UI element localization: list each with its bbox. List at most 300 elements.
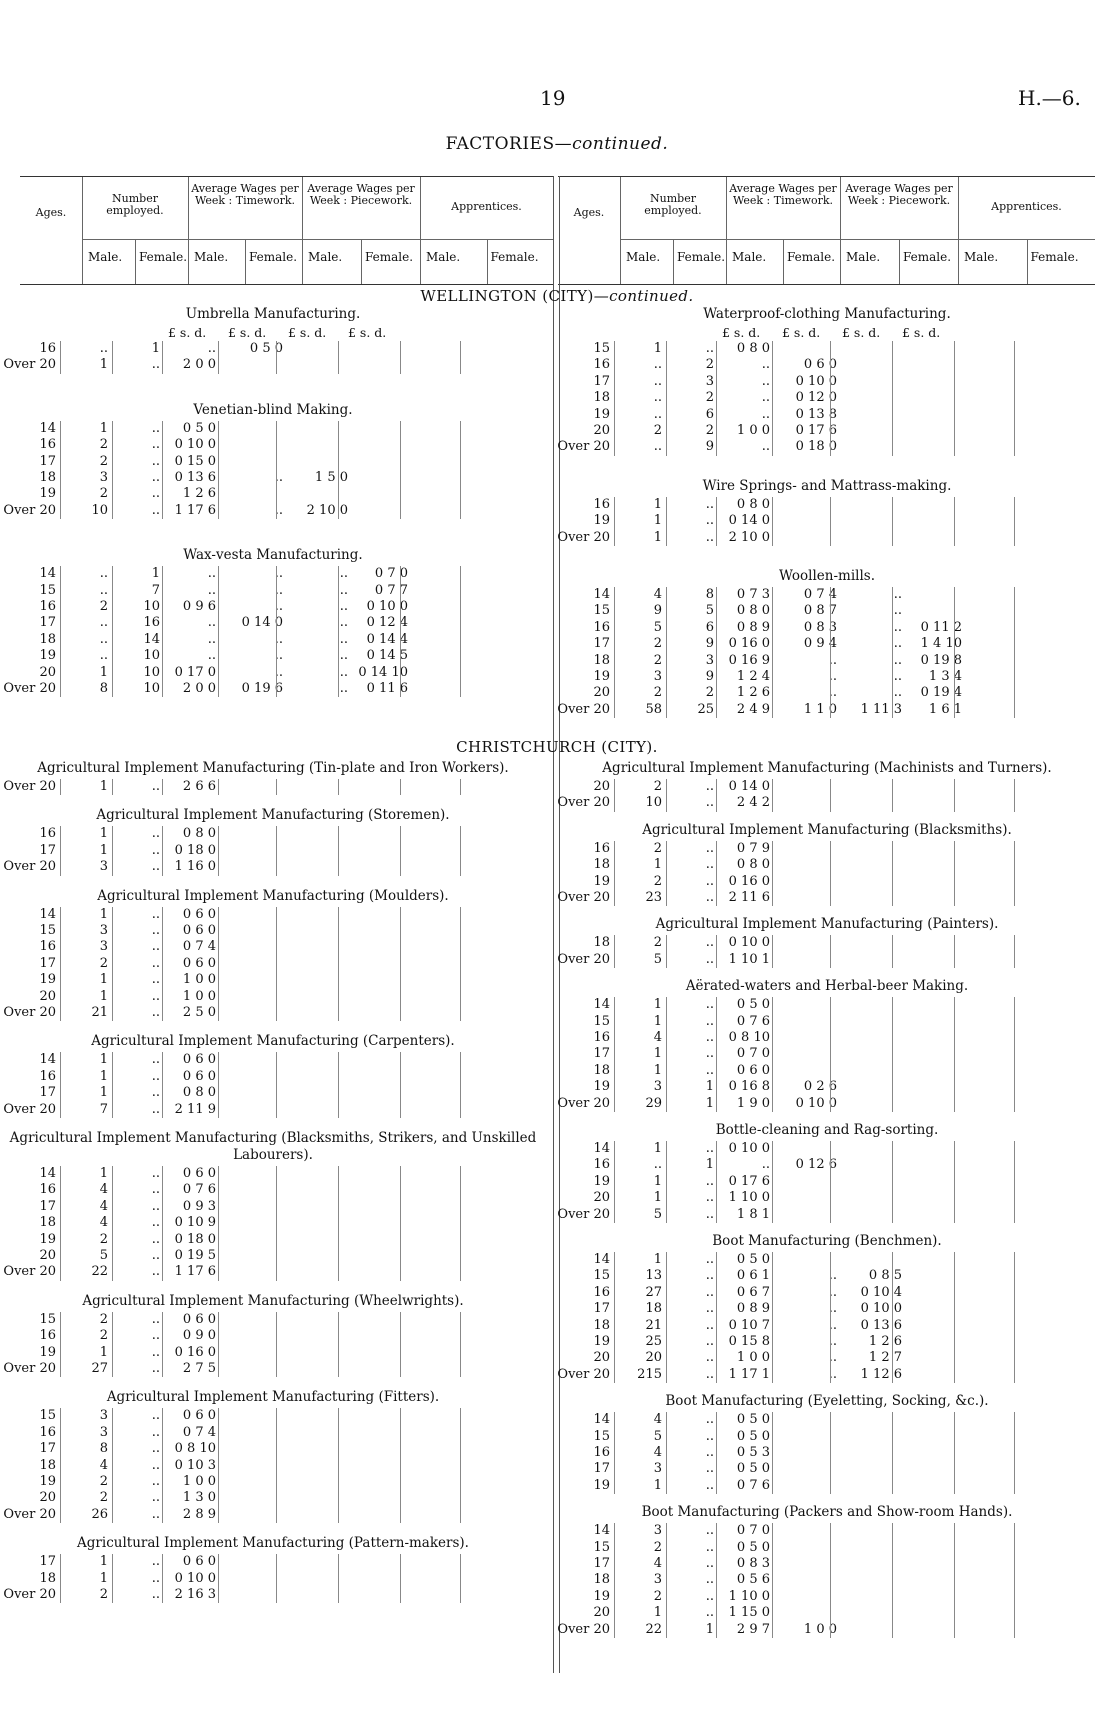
cell-value: 0 6 0 — [182, 1166, 216, 1181]
cell-value: 4 — [99, 1215, 108, 1231]
block-title: Agricultural Implement Manufacturing (Tin-plate and Iron Workers). — [37, 760, 509, 776]
table-row — [557, 529, 1092, 546]
table-row — [8, 1328, 538, 1344]
table-row — [8, 437, 538, 453]
column-rule — [1014, 997, 1015, 1112]
table-block — [3, 1292, 538, 1378]
cell-value: .. — [705, 873, 714, 889]
cell-value: .. — [99, 341, 108, 356]
column-rule — [892, 779, 893, 812]
cell-value: 0 13 6 — [174, 469, 216, 485]
column-rule — [954, 497, 955, 546]
column-rule — [460, 421, 461, 519]
cell-age: 18 — [593, 1317, 610, 1333]
cell-value: .. — [705, 529, 714, 545]
cell-value: 0 18 0 — [795, 439, 837, 455]
cell-value: 2 — [653, 422, 662, 438]
cell-value: 25 — [697, 701, 714, 717]
cell-value: 23 — [645, 889, 662, 905]
cell-value: 29 — [645, 1095, 662, 1111]
cell-value: 0 5 0 — [736, 1252, 770, 1267]
cell-value: 2 — [653, 636, 662, 652]
cell-value: 2 — [705, 390, 714, 406]
cell-value: .. — [339, 566, 348, 582]
cell-age: Over 20 — [3, 1586, 56, 1602]
cell-value: 0 8 0 — [736, 603, 770, 619]
cell-value: 3 — [99, 469, 108, 485]
cell-value: 2 4 9 — [736, 701, 770, 717]
cell-value: 1 — [705, 1157, 714, 1173]
cell-value: 0 2 6 — [803, 1079, 837, 1095]
cell-age: 14 — [39, 420, 56, 436]
column-rule — [830, 341, 831, 456]
column-rule — [218, 421, 219, 519]
table-block — [3, 547, 538, 697]
cell-value: 0 10 9 — [174, 1215, 216, 1231]
table-row — [8, 1052, 538, 1068]
cell-age: 16 — [39, 939, 56, 955]
column-rule — [218, 566, 219, 697]
cell-age: 15 — [593, 1539, 610, 1555]
column-rule — [112, 341, 113, 374]
table-row — [557, 795, 1092, 811]
cell-value: 0 8 0 — [182, 826, 216, 842]
cell-value: 0 16 0 — [728, 873, 770, 889]
cell-age: 20 — [39, 988, 56, 1004]
cell-value: 0 9 6 — [182, 598, 216, 614]
cell-age: 19 — [593, 1333, 610, 1349]
column-rule — [162, 1166, 163, 1281]
table-row — [557, 1621, 1092, 1638]
cell-value: 1 — [99, 1068, 108, 1084]
table-row — [562, 857, 1092, 873]
column-rule — [276, 1554, 277, 1603]
cell-age: Over 20 — [557, 889, 610, 905]
header-col-line — [302, 177, 303, 284]
table-row — [562, 1079, 1092, 1095]
table-row — [562, 1523, 1092, 1539]
cell-value: 1 0 0 — [736, 1350, 770, 1366]
table-row — [562, 1318, 1092, 1334]
header-female: Female. — [1030, 250, 1079, 264]
cell-value: 2 — [99, 453, 108, 469]
column-rule — [400, 1052, 401, 1118]
table-row — [562, 997, 1092, 1013]
table-row — [557, 889, 1092, 906]
block-rows — [3, 1408, 538, 1523]
table-row — [562, 1141, 1092, 1157]
table-row — [562, 357, 1092, 373]
cell-value: 1 — [653, 1046, 662, 1062]
cell-value: 3 — [99, 939, 108, 955]
column-rule — [614, 1252, 615, 1383]
block-title: Agricultural Implement Manufacturing (Machinists and Turners). — [602, 760, 1052, 776]
section-christchurch: CHRISTCHURCH (CITY). — [456, 738, 658, 756]
cell-value: 9 — [705, 439, 714, 455]
table-row — [562, 513, 1092, 529]
cell-value: 4 — [653, 587, 662, 602]
table-row — [8, 1425, 538, 1441]
cell-value: 0 16 0 — [728, 636, 770, 652]
cell-age: 16 — [39, 598, 56, 614]
column-rule — [772, 935, 773, 968]
cell-value: 0 5 0 — [182, 420, 216, 436]
cell-age: 19 — [593, 1079, 610, 1095]
header-piece: Average Wages per Week : Piecework. — [307, 182, 415, 207]
cell-value: 0 8 3 — [803, 619, 837, 635]
cell-age: Over 20 — [3, 502, 56, 518]
cell-value: .. — [151, 779, 160, 794]
cell-value: .. — [274, 469, 283, 485]
cell-value: 8 — [99, 680, 108, 696]
table-row — [562, 587, 1092, 603]
cell-value: 0 6 0 — [182, 922, 216, 938]
cell-value: 1 — [705, 1095, 714, 1111]
cell-value: 1 10 0 — [728, 1190, 770, 1206]
cell-value: .. — [339, 648, 348, 664]
table-block — [3, 1130, 538, 1281]
cell-value: 0 10 0 — [728, 935, 770, 951]
header-app: Apprentices. — [991, 200, 1062, 213]
cell-value: 9 — [653, 603, 662, 619]
table-row — [3, 1004, 538, 1021]
table-block — [557, 1122, 1092, 1223]
block-title: Agricultural Implement Manufacturing (Carpenters). — [91, 1033, 455, 1050]
column-rule — [772, 779, 773, 812]
cell-value: .. — [705, 1062, 714, 1078]
table-row — [3, 680, 538, 697]
table-row — [557, 1206, 1092, 1223]
column-rule — [276, 1166, 277, 1281]
cell-age: 19 — [593, 1477, 610, 1493]
cell-value: 0 5 0 — [736, 997, 770, 1013]
cell-value: 1 — [99, 1344, 108, 1360]
cell-age: Over 20 — [557, 1095, 610, 1111]
column-rule — [400, 1312, 401, 1378]
cell-value: 0 10 0 — [174, 437, 216, 453]
cell-value: 0 17 6 — [728, 1173, 770, 1189]
cell-age: 17 — [39, 1198, 56, 1214]
table-row — [3, 357, 538, 373]
column-rule — [112, 907, 113, 1022]
column-rule — [1014, 341, 1015, 456]
cell-value: .. — [705, 1412, 714, 1428]
column-rule — [892, 935, 893, 968]
cell-value: 1 17 6 — [174, 502, 216, 518]
table-row — [8, 1345, 538, 1361]
cell-value: .. — [339, 631, 348, 647]
cell-value: .. — [151, 1441, 160, 1457]
cell-age: 16 — [593, 1444, 610, 1460]
cell-value: 1 — [99, 988, 108, 1004]
cell-age: 16 — [39, 826, 56, 842]
cell-age: Over 20 — [3, 357, 56, 373]
column-rule — [892, 1523, 893, 1638]
table-row — [8, 632, 538, 648]
block-rows — [557, 1141, 1092, 1223]
column-rule — [892, 1141, 893, 1223]
cell-age: 17 — [39, 1554, 56, 1570]
cell-value: 3 — [653, 1523, 662, 1539]
cell-age: 15 — [39, 1408, 56, 1424]
cell-value: .. — [151, 1506, 160, 1522]
column-rule — [400, 1166, 401, 1281]
table-block — [557, 1233, 1092, 1383]
table-row — [8, 454, 538, 470]
column-rule — [954, 1412, 955, 1494]
cell-value: .. — [274, 566, 283, 582]
cell-value: 0 5 6 — [736, 1572, 770, 1588]
cell-age: Over 20 — [557, 1621, 610, 1637]
cell-age: 17 — [39, 842, 56, 858]
table-row — [8, 1490, 538, 1506]
cell-value: .. — [274, 598, 283, 614]
cell-value: .. — [151, 1101, 160, 1117]
column-rule — [338, 779, 339, 795]
block-rows — [557, 587, 1092, 718]
header-female: Female. — [365, 250, 414, 264]
block-rows — [3, 779, 538, 795]
cell-value: .. — [705, 951, 714, 967]
cell-value: .. — [151, 1554, 160, 1570]
cell-value: .. — [705, 1555, 714, 1571]
currency-label: £ s. d. — [288, 325, 327, 340]
cell-age: 18 — [593, 935, 610, 951]
table-row — [562, 1046, 1092, 1062]
header-ages: Ages. — [573, 206, 605, 219]
cell-value: 1 5 0 — [314, 469, 348, 485]
column-rule — [666, 497, 667, 546]
cell-age: 17 — [593, 1046, 610, 1062]
cell-value: 4 — [653, 1555, 662, 1571]
cell-age: 17 — [39, 615, 56, 631]
header-col-line — [726, 177, 727, 284]
block-rows — [557, 1252, 1092, 1383]
cell-value: .. — [893, 636, 902, 652]
cell-value: .. — [705, 1317, 714, 1333]
cell-age: 16 — [39, 1182, 56, 1198]
column-rule — [276, 1408, 277, 1523]
table-row — [8, 1166, 538, 1182]
column-rule — [772, 1141, 773, 1223]
table-row — [8, 1571, 538, 1587]
cell-value: 1 9 0 — [736, 1095, 770, 1111]
column-rule — [830, 497, 831, 546]
table-row — [557, 701, 1092, 718]
column-rule — [716, 1252, 717, 1383]
block-title: Venetian-blind Making. — [193, 401, 353, 418]
cell-value: .. — [893, 652, 902, 668]
cell-value: 0 15 8 — [728, 1333, 770, 1349]
cell-value: .. — [705, 1572, 714, 1588]
block-rows — [557, 997, 1092, 1112]
table-row — [562, 779, 1092, 795]
cell-age: Over 20 — [3, 1360, 56, 1376]
column-rule — [60, 1554, 61, 1603]
cell-value: 5 — [653, 1428, 662, 1444]
cell-value: 2 — [99, 1231, 108, 1247]
header-female: Female. — [490, 250, 539, 264]
cell-value: 0 8 9 — [736, 619, 770, 635]
cell-value: .. — [274, 648, 283, 664]
block-rows — [3, 1554, 538, 1603]
column-rule — [338, 907, 339, 1022]
cell-value: 1 — [653, 1190, 662, 1206]
cell-value: .. — [151, 1490, 160, 1506]
cell-value: 0 8 7 — [803, 603, 837, 619]
column-rule — [614, 1523, 615, 1638]
cell-value: 0 8 0 — [736, 496, 770, 512]
cell-value: .. — [705, 1477, 714, 1493]
cell-age: 14 — [593, 1252, 610, 1267]
table-row — [562, 390, 1092, 406]
cell-value: 0 6 0 — [803, 357, 837, 373]
cell-value: 2 — [653, 652, 662, 668]
table-row — [562, 374, 1092, 390]
page-number: 19 — [540, 86, 566, 110]
column-rule — [614, 935, 615, 968]
column-rule — [830, 1412, 831, 1494]
cell-value: 10 — [143, 680, 160, 696]
cell-value: .. — [151, 1085, 160, 1101]
cell-value: 25 — [645, 1333, 662, 1349]
table-row — [8, 1085, 538, 1101]
column-rule — [60, 1052, 61, 1118]
cell-age: 18 — [39, 1570, 56, 1586]
column-rule — [400, 779, 401, 795]
cell-value: .. — [151, 842, 160, 858]
table-block — [3, 760, 538, 795]
table-row — [3, 502, 538, 519]
column-rule — [276, 341, 277, 374]
column-rule — [338, 566, 339, 697]
cell-age: 18 — [593, 1062, 610, 1078]
cell-value: 5 — [705, 603, 714, 619]
cell-age: 17 — [39, 1085, 56, 1101]
cell-value: 1 — [653, 1477, 662, 1493]
table-row — [562, 497, 1092, 513]
column-rule — [400, 1554, 401, 1603]
cell-value: 0 6 0 — [182, 1052, 216, 1068]
cell-age: 18 — [593, 1572, 610, 1588]
cell-value: 0 7 0 — [374, 566, 408, 582]
table-row — [8, 1069, 538, 1085]
column-rule — [218, 1554, 219, 1603]
table-row — [562, 636, 1092, 652]
column-rule — [60, 826, 61, 875]
column-rule — [218, 779, 219, 795]
block-title: Waterproof-clothing Manufacturing. — [703, 306, 951, 322]
block-rows — [562, 1412, 1092, 1494]
cell-value: 215 — [637, 1366, 662, 1382]
cell-value: 0 6 0 — [182, 906, 216, 922]
header-female: Female. — [249, 250, 298, 264]
cell-age: 14 — [39, 1052, 56, 1068]
cell-value: .. — [151, 1198, 160, 1214]
column-rule — [400, 1408, 401, 1523]
cell-age: 14 — [593, 1412, 610, 1428]
column-rule — [112, 826, 113, 875]
cell-age: 16 — [593, 840, 610, 856]
cell-value: .. — [151, 1182, 160, 1198]
cell-value: 2 — [653, 1588, 662, 1604]
cell-age: 16 — [39, 437, 56, 453]
column-rule — [666, 587, 667, 718]
cell-value: 1 2 7 — [868, 1350, 902, 1366]
cell-value: 2 — [99, 598, 108, 614]
column-rule — [1014, 587, 1015, 718]
cell-value: .. — [705, 1461, 714, 1477]
cell-value: 0 7 4 — [182, 939, 216, 955]
table-row — [562, 1445, 1092, 1461]
column-rule — [666, 779, 667, 812]
cell-value: .. — [705, 1173, 714, 1189]
cell-value: 6 — [705, 619, 714, 635]
table-row — [3, 1586, 538, 1603]
cell-age: 15 — [39, 582, 56, 598]
cell-value: 27 — [645, 1284, 662, 1300]
cell-value: 2 — [99, 1473, 108, 1489]
cell-value: 1 — [653, 857, 662, 873]
cell-value: 5 — [99, 1247, 108, 1263]
column-rule — [112, 1166, 113, 1281]
cell-value: 1 6 1 — [928, 701, 962, 717]
header-sub-line — [487, 239, 488, 284]
table-block — [3, 1389, 538, 1523]
cell-age: 17 — [39, 1441, 56, 1457]
cell-value: 1 — [99, 842, 108, 858]
table-row — [8, 470, 538, 486]
header-male: Male. — [426, 250, 461, 264]
header-piece: Average Wages per Week : Piecework. — [845, 182, 953, 207]
table-row — [562, 653, 1092, 669]
cell-age: 16 — [593, 619, 610, 635]
cell-value: 2 — [653, 685, 662, 701]
header-male: Male. — [732, 250, 767, 264]
column-rule — [112, 566, 113, 697]
cell-value: 10 — [143, 664, 160, 680]
column-rule — [162, 826, 163, 875]
cell-value: 1 — [99, 357, 108, 373]
cell-value: 1 — [99, 826, 108, 842]
cell-value: 4 — [99, 1457, 108, 1473]
cell-value: .. — [207, 631, 216, 647]
cell-value: .. — [761, 373, 770, 389]
cell-value: 1 — [99, 906, 108, 922]
column-rule — [60, 779, 61, 795]
cell-value: 2 — [653, 935, 662, 951]
cell-age: 19 — [593, 1173, 610, 1189]
table-row — [562, 1572, 1092, 1588]
cell-value: .. — [705, 935, 714, 951]
cell-value: .. — [705, 1539, 714, 1555]
cell-value: 7 — [99, 1101, 108, 1117]
column-rule — [954, 779, 955, 812]
cell-value: 0 10 0 — [795, 1095, 837, 1111]
cell-value: .. — [828, 1301, 837, 1317]
table-row — [562, 603, 1092, 619]
column-rule — [830, 997, 831, 1112]
table-block — [557, 477, 1092, 546]
cell-value: 1 — [653, 1013, 662, 1029]
cell-value: 0 10 0 — [795, 373, 837, 389]
block-rows — [557, 1523, 1092, 1638]
cell-value: .. — [99, 566, 108, 582]
currency-label: £ s. d. — [348, 325, 387, 340]
column-rule — [338, 1408, 339, 1523]
cell-value: .. — [151, 826, 160, 842]
block-rows — [3, 566, 538, 697]
